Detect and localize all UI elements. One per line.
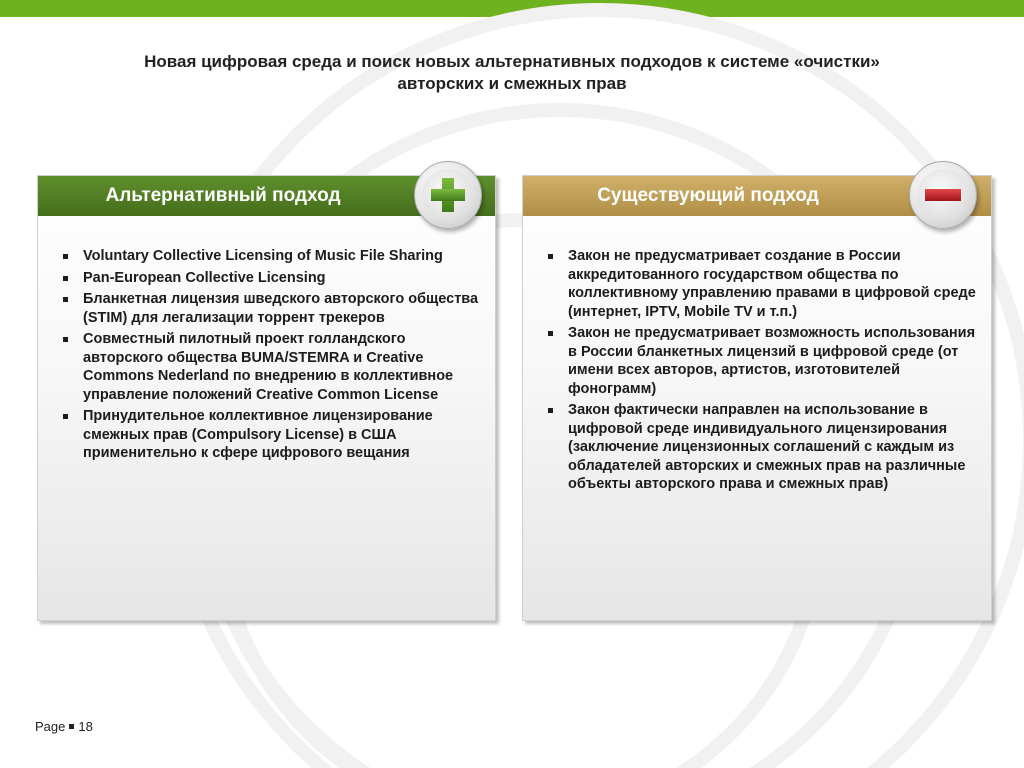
existing-approach-title: Существующий подход [597,185,819,206]
bullet-marker [548,331,553,336]
list-item-text: Закон не предусматривает возможность использования в России бланкетных лицензий в цифровой среде (от имени всех авторов, артистов, изготовителей фонограмм) [568,325,976,397]
footer-bullet [69,724,74,729]
bullet-marker [63,254,68,259]
list-item-text: Совместный пилотный проект голландского авторского общества BUMA/STEMRA и Creative Commons Nederland по внедрению в коллективное управление положений Creative Common License [83,331,454,403]
alternative-approach-list [60,247,480,466]
page-number: 18 [78,719,93,734]
page-label: Page [35,719,66,734]
slide-title-line-1: Новая цифровая среда и поиск новых альтернативных подходов к системе «очистки» [144,52,880,71]
minus-badge-inner [917,169,969,221]
list-item [60,269,480,288]
list-item [60,330,480,404]
list-item-text: Voluntary Collective Licensing of Music File Sharing [83,248,443,264]
slide-title-line-2: авторских и смежных прав [397,74,627,93]
list-item-text: Принудительное коллективное лицензирование смежных прав (Compulsory License) в США применительно к сфере цифрового вещания [83,408,433,461]
plus-icon [422,169,474,221]
list-item [545,324,981,398]
plus-badge-inner [422,169,474,221]
bullet-marker [63,297,68,302]
bullet-marker [548,254,553,259]
bullet-marker [548,408,553,413]
list-item [60,407,480,463]
list-item-text: Закон не предусматривает создание в России аккредитованного государством общества по коллективному управлению правами в цифровой среде (интернет, IPTV, Mobile TV и т.п.) [568,248,976,320]
alternative-approach-title: Альтернативный подход [105,185,341,206]
slide-title [40,51,984,95]
list-item-text: Бланкетная лицензия шведского авторского общества (STIM) для легализации торрент трекеров [83,291,479,326]
minus-icon [917,169,969,221]
plus-badge [414,161,482,229]
page-footer [35,719,93,734]
list-item [545,401,981,494]
list-item [60,290,480,327]
list-item-text: Pan-European Collective Licensing [83,269,326,286]
bullet-marker [63,276,68,281]
list-item-text: Закон фактически направлен на использование в цифровой среде индивидуального лицензирования (заключение лицензионных соглашений с каждым из обладателей авторских и смежных прав на различные объекты авторского права и смежных прав) [568,402,966,492]
alternative-approach-panel [37,175,496,621]
list-item [60,247,480,266]
existing-approach-list [545,247,981,497]
bullet-marker [63,337,68,342]
minus-badge [909,161,977,229]
list-item [545,247,981,321]
existing-approach-panel [522,175,992,621]
bullet-marker [63,414,68,419]
